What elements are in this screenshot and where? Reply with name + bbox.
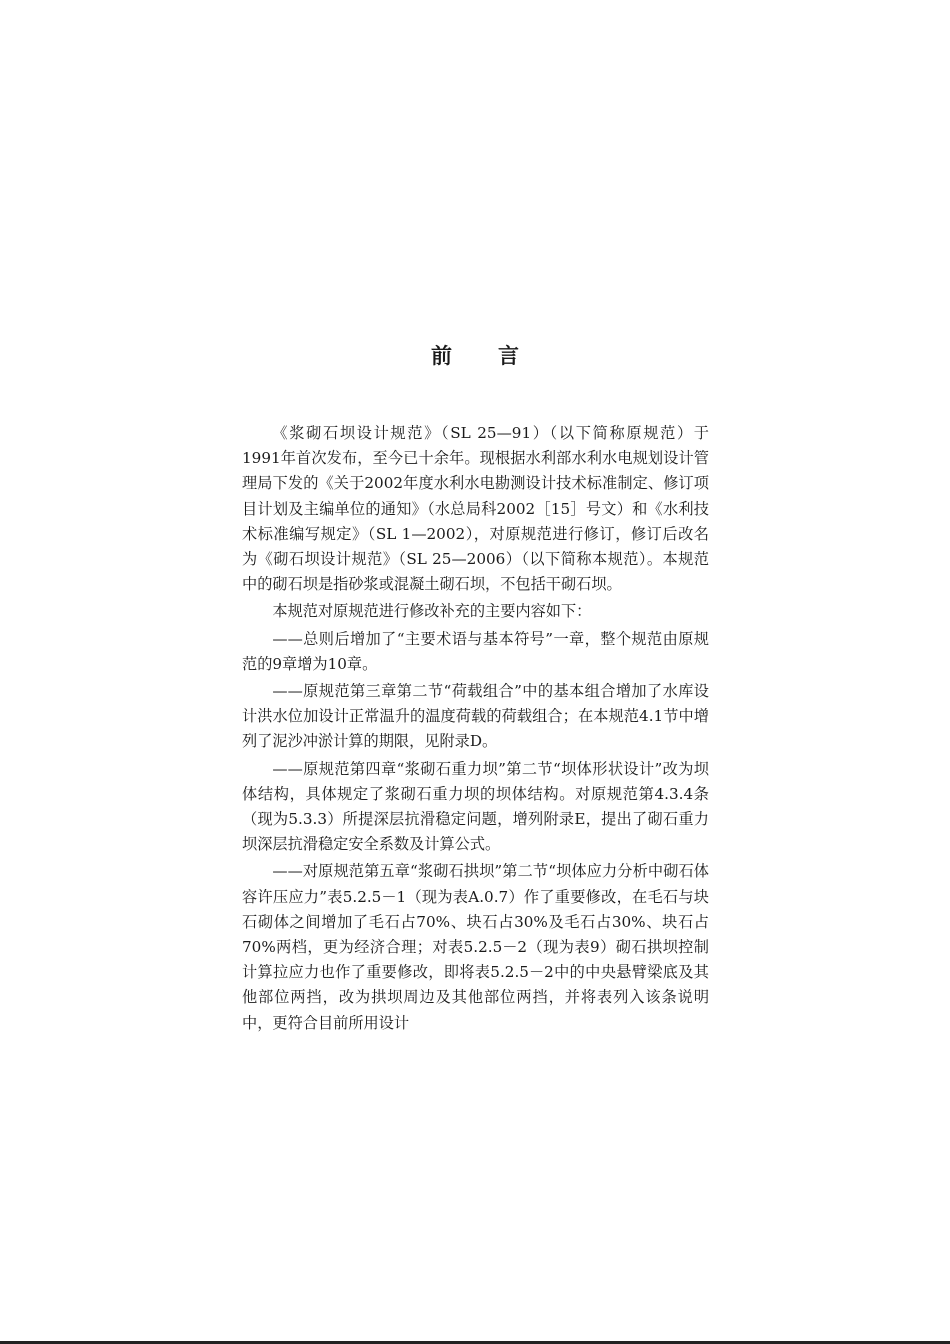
paragraph-change-4: ——对原规范第五章“浆砌石拱坝”第二节“坝体应力分析中砌石体容许压应力”表5.2.5－1（现为表A.0.7）作了重要修改，在毛石与块石砌体之间增加了毛石占70%、块石占30%及毛石占30%、块石占70%两档，更为经济合理；对表5.2.5－2（现为表9）砌石拱坝控制计算拉应力也作了重要修改，即将表5.2.5－2中的中央悬臂梁底及其他部位两挡，改为拱坝周边及其他部位两挡，并将表列入该条说明中，更符合目前所用设计 (242, 862, 709, 1032)
paragraph-intro: 《浆砌石坝设计规范》（SL 25—91）（以下简称原规范）于1991年首次发布，至今已十余年。现根据水利部水利水电规划设计管理局下发的《关于2002年度水利水电勘测设计技术标准制定、修订项目计划及主编单位的通知》（水总局科2002［15］号文）和《水利技术标准编写规定》（SL 1—2002），对原规范进行修订，修订后改名为《砌石坝设计规范》（SL 25—2006）（以下简称本规范）。本规范中的砌石坝是指砂浆或混凝土砌石坝，不包括干砌石坝。 (242, 424, 709, 594)
paragraph-change-1: ——总则后增加了“主要术语与基本符号”一章，整个规范由原规范的9章增为10章。 (242, 629, 709, 673)
paragraph-change-3: ——原规范第四章“浆砌石重力坝”第二节“坝体形状设计”改为坝体结构，具体规定了浆砌石重力坝的坝体结构。对原规范第4.3.4条（现为5.3.3）所提深层抗滑稳定问题，增列附录E，提出了砌石重力坝深层抗滑稳定安全系数及计算公式。 (242, 759, 709, 854)
paragraph-change-2: ——原规范第三章第二节“荷载组合”中的基本组合增加了水库设计洪水位加设计正常温升的温度荷载的荷载组合；在本规范4.1节中增列了泥沙冲淤计算的期限，见附录D。 (242, 682, 709, 751)
paragraph-summary-lead: 本规范对原规范进行修改补充的主要内容如下： (272, 602, 592, 621)
body-text (242, 421, 709, 1036)
page-title-char-1: 前 (431, 344, 452, 368)
page-title-char-2: 言 (498, 344, 519, 368)
page-title (0, 340, 950, 370)
